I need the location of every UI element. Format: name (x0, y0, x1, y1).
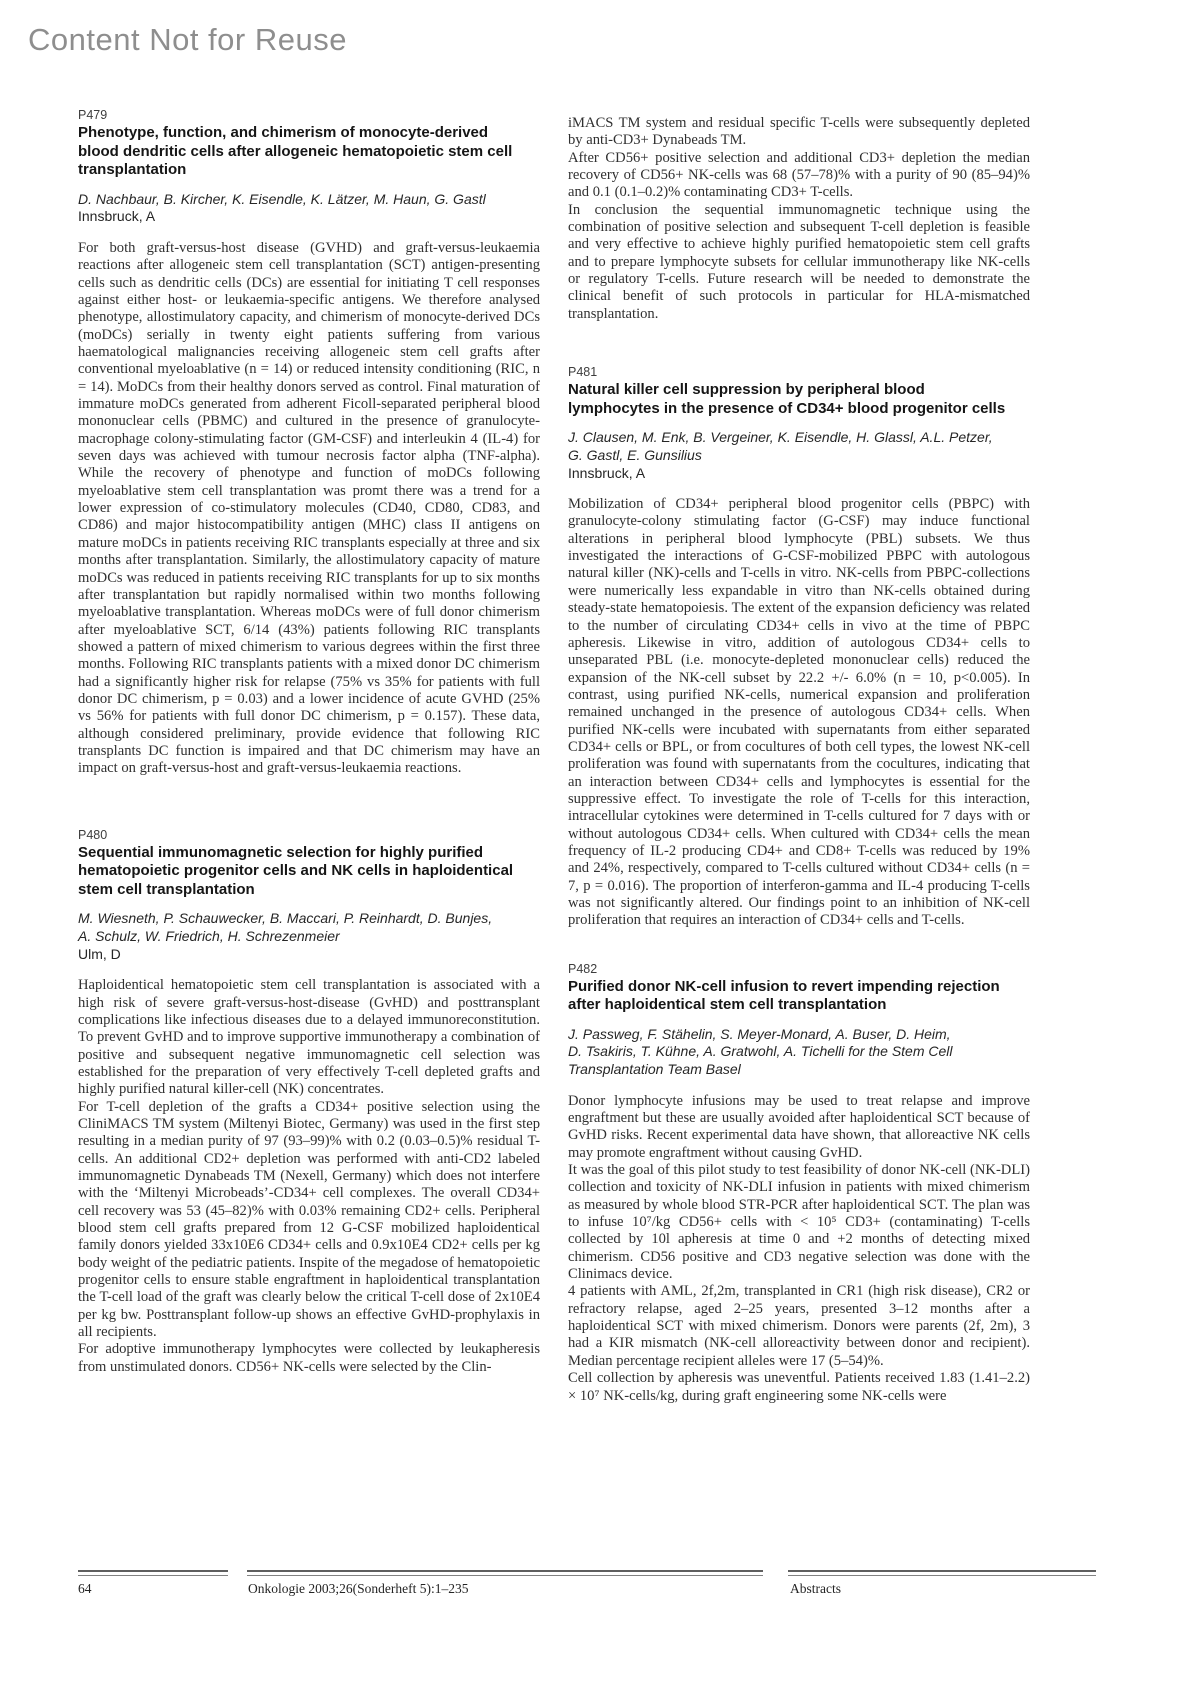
title-line: Purified donor NK-cell infusion to revert impending rejection (568, 977, 1000, 995)
abstract-authors: M. Wiesneth, P. Schauwecker, B. Maccari, P. Reinhardt, D. Bunjes, (78, 910, 493, 927)
title-line: after haploidentical stem cell transplantation (568, 996, 887, 1014)
abstract-authors: D. Nachbaur, B. Kircher, K. Eisendle, K. Lätzer, M. Haun, G. Gastl (78, 190, 486, 207)
abstract-number: P479 (78, 108, 108, 122)
abstract-affiliation: Innsbruck, A (568, 464, 646, 481)
abstract-number: P481 (568, 365, 598, 380)
two-column-layout (78, 108, 1030, 1405)
abstract-paragraph: For T-cell depletion of the grafts a CD34+ positive selection using the CliniMACS TM system (Miltenyi Biotec, Germany) was used in the first step resulting in a median purity of 97 (93–99)% with 0.2 (0.03–0.5)% residual T-cells. An additional CD2+ depletion was performed with anti-CD2 labeled immunomagnetic Dynabeads TM (Nexell, Germany) which does not interfere with the ‘Miltenyi Microbeads’-CD34+ cell complexes. The overall CD34+ cell recovery was 53 (45–82)% with 0.03% remaining CD2+ cells. Peripheral blood stem cell grafts prepared from 12 G-CSF mobilized haploidentical family donors yielded 33x10E6 CD34+ cells and 0.9x10E4 CD2+ cells per kg body weight of the pediatric patients. Inspite of the megadose of hematopoietic progenitor cells to ensure stable engraftment in haploidentical transplantation the T-cell load of the graft was clearly below the critical T-cell dose of 2x10E4 per kg bw. Posttransplant follow-up shows an effective GvHD-prophylaxis in all recipients. (78, 1098, 540, 1341)
abstract-authors: D. Tsakiris, T. Kühne, A. Gratwohl, A. Tichelli for the Stem Cell (568, 1043, 953, 1060)
abstract-paragraph: 4 patients with AML, 2f,2m, transplanted in CR1 (high risk disease), CR2 or refractory relapse, aged 2–25 years, presented 3–12 months after a haploidentical SCT with mixed chimerism. Donors were parents (2f, 2m), 3 had a KIR mismatch (NK-cell alloreactivity between donor and recipient). Median percentage recipient alleles were 17 (5–54)%. (568, 1283, 1030, 1369)
abstract-authors: G. Gastl, E. Gunsilius (568, 446, 702, 463)
abstract-number: P480 (78, 827, 108, 842)
abstract-paragraph: For adoptive immunotherapy lymphocytes were collected by leukapheresis from unstimulated donors. CD56+ NK-cells were selected by the Clin- (78, 1341, 540, 1375)
abstract-authors: Transplantation Team Basel (568, 1061, 741, 1078)
page-number: 64 (78, 1581, 92, 1596)
abstract-paragraph: Mobilization of CD34+ peripheral blood progenitor cells (PBPC) with granulocyte-colony stimulating factor (G-CSF) may induce functional alterations in peripheral blood lymphocyte (PBL) subsets. We thus investigated the interactions of G-CSF-mobilized PBPC with autologous natural killer (NK)-cells and T-cells in vitro. NK-cells from PBPC-collections were numerically less expandable in vitro than NK-cells obtained during steady-state hematopoiesis. The extent of the expansion deficiency was related to the number of circulating CD34+ cells in vivo at the time of PBPC apheresis. Likewise in vitro, addition of autologous CD34+ cells to unseparated PBL (i.e. monocyte-depleted mononuclear cells) reduced the expansion of the NK-cell subset by 22.2 +/- 6.0% (n = 10, p<0.005). In contrast, using purified NK-cells, numerical expansion and proliferation remained unchanged in the presence of autologous CD34+ cells. When purified NK-cells were incubated with supernatants from either separated CD34+ cells or BPL, or from cocultures of both cell types, the lowest NK-cell proliferation was found with supernatants from the cocultures, indicating that an interaction between CD34+ cells and lymphocytes is essential for the suppressive effect. To investigate the role of T-cells for this interaction, intracellular cytokines were determined in T-cells cultured for 7 days with or without autologous CD34+ cells. When cultured with CD34+ cells the mean frequency of IL-2 producing CD4+ and CD8+ T-cells was reduced by 19% and 24%, respectively, compared to T-cells cultured without CD34+ cells (n = 7, p = 0.016). The proportion of interferon-gamma and IL-4 producing T-cells was not significantly altered. Our findings point to an inhibition of NK-cell proliferation that requires an interaction of CD34+ cells and T-cells. (568, 496, 1030, 929)
abstract-title (78, 124, 540, 180)
abstract-affiliation: Innsbruck, A (78, 208, 156, 225)
abstract-title (568, 381, 1030, 418)
abstract-number: P482 (568, 961, 598, 976)
footer-rule-left (78, 1570, 228, 1576)
journal-reference: Onkologie 2003;26(Sonderheft 5):1–235 (248, 1581, 469, 1596)
abstract-paragraph: For both graft-versus-host disease (GVHD) and graft-versus-leukaemia reactions after allogeneic stem cell transplantation (SCT) antigen-presenting cells such as dendritic cells (DCs) are essential for initiating T cell responses against either host- or leukaemia-specific antigens. We therefore analysed phenotype, allostimulatory capacity, and chimerism of monocyte-derived DCs (moDCs) serially in twenty eight patients suffering from various haematological malignancies receiving allogeneic stem cell grafts after conventional myeloablative (n = 14) or reduced intensity conditioning (RIC, n = 14). MoDCs from their healthy donors served as control. Final maturation of immature moDCs generated from adherent Ficoll-separated peripheral blood mononuclear cells (PBMC) and cultured in the presence of granulocyte-macrophage colony-stimulating factor (GM-CSF) and interleukin 4 (IL-4) for seven days was achieved with tumour necrosis factor alpha (TNF-alpha). While the recovery of phenotype and function of moDCs following myeloablative stem cell transplantation was promt there was a trend for a lower expression of co-stimulatory molecules (CD40, CD80, CD83, and CD86) and major histocompatibility antigen (MHC) class II antigens on mature moDCs in patients receiving RIC transplants especially at three and six months after transplantation. Similarly, the allostimulatory capacity of mature moDCs was reduced in patients receiving RIC transplants for up to six months after transplantation but rapidly normalised within two months following myeloablative transplantation. Whereas moDCs were of full donor chimerism after myeloablative SCT, 6/14 (43%) patients following RIC transplants showed a pattern of mixed chimerism to various degrees within the first three months. Following RIC transplants patients with a mixed donor DC chimerism had a significantly higher risk for relapse (75% vs 35% for patients with full donor DC chimerism, p = 0.03) and a lower incidence of acute GVHD (25% vs 56% for patients with full donor DC chimerism, p = 0.157). These data, although considered preliminary, provide evidence that following RIC transplants DC function is impaired and that DC chimerism may have an impact on graft-versus-host and graft-versus-leukaemia reactions. (78, 239, 540, 777)
abstract-p481 (568, 365, 1030, 930)
abstract-paragraph: iMACS TM system and residual specific T-cells were subsequently depleted by anti-CD3+ Dynabeads TM. (568, 115, 1030, 149)
abstract-p480 (78, 828, 540, 1376)
abstract-title (78, 844, 540, 900)
abstract-paragraph: Cell collection by apheresis was uneventful. Patients received 1.83 (1.41–2.2) × 10⁷ NK-cells/kg, during graft engineering some NK-cells were (568, 1370, 1030, 1404)
abstract-p479 (78, 108, 540, 778)
abstract-authors: A. Schulz, W. Friedrich, H. Schrezenmeier (78, 928, 340, 944)
title-line: Phenotype, function, and chimerism of monocyte-derived (78, 124, 489, 141)
abstract-paragraph: It was the goal of this pilot study to test feasibility of donor NK-cell (NK-DLI) collection and toxicity of NK-DLI infusion in patients with mixed chimerism as measured by whole blood STR-PCR after haploidentical SCT. The plan was to infuse 10⁷/kg CD56+ cells with < 10⁵ CD3+ (contaminating) T-cells collected by 10l apheresis at time 0 and +2 months of detecting mixed chimerism. CD56 positive and CD3 negative selection was done with the Clinimacs device. (568, 1162, 1030, 1283)
title-line: stem cell transplantation (78, 880, 255, 898)
right-column (568, 108, 1030, 1405)
title-line: blood dendritic cells after allogeneic hematopoietic stem cell (78, 142, 513, 160)
abstract-paragraph: After CD56+ positive selection and additional CD3+ depletion the median recovery of CD56+ NK-cells was 68 (57–78)% with a purity of 90 (85–94)% and 0.1 (0.1–0.2)% contaminating CD3+ T-cells. (568, 149, 1030, 201)
left-column (78, 108, 540, 1405)
abstract-paragraph: In conclusion the sequential immunomagnetic technique using the combination of positive selection and subsequent T-cell depletion is feasible and very effective to achieve highly purified hematopoietic stem cell grafts and to prepare lymphocyte subsets for cellular immunotherapy like NK-cells or regulatory T-cells. Future research will be needed to demonstrate the clinical benefit of such protocols in particular for HLA-mismatched transplantation. (568, 201, 1030, 322)
section-label: Abstracts (790, 1581, 841, 1596)
title-line: lymphocytes in the presence of CD34+ blood progenitor cells (568, 399, 1006, 417)
title-line: hematopoietic progenitor cells and NK cells in haploidentical (78, 862, 514, 880)
abstract-p480-continuation (568, 115, 1030, 323)
abstract-paragraph: Haploidentical hematopoietic stem cell transplantation is associated with a high risk of severe graft-versus-host-disease (GvHD) and posttransplant complications like infectious diseases due to a delayed immunoreconstitution. To prevent GvHD and to improve supportive immunotherapy a combination of positive and subsequent negative immunomagnetic cell selection was established for the preparation of very effectively T-cell depleted grafts and highly purified natural killer-cell (NK) concentrates. (78, 977, 540, 1098)
abstract-affiliation: Ulm, D (78, 945, 121, 962)
abstract-authors: J. Passweg, F. Stähelin, S. Meyer-Monard, A. Buser, D. Heim, (568, 1025, 951, 1042)
footer-rule-right (788, 1570, 1096, 1576)
title-line: transplantation (78, 161, 187, 179)
abstract-paragraph: Donor lymphocyte infusions may be used to treat relapse and improve engraftment but these are usually avoided after haploidentical SCT because of GvHD risks. Recent experimental data have shown, that alloreactive NK cells may promote engraftment without causing GvHD. (568, 1092, 1030, 1161)
abstract-title (568, 978, 1030, 1015)
abstract-authors: J. Clausen, M. Enk, B. Vergeiner, K. Eisendle, H. Glassl, A.L. Petzer, (568, 429, 993, 446)
title-line: Natural killer cell suppression by peripheral blood (568, 381, 925, 399)
footer-rule-center (247, 1570, 763, 1576)
title-line: Sequential immunomagnetic selection for highly purified (78, 843, 484, 861)
watermark-text: Content Not for Reuse (28, 22, 347, 57)
abstract-p482 (568, 962, 1030, 1405)
